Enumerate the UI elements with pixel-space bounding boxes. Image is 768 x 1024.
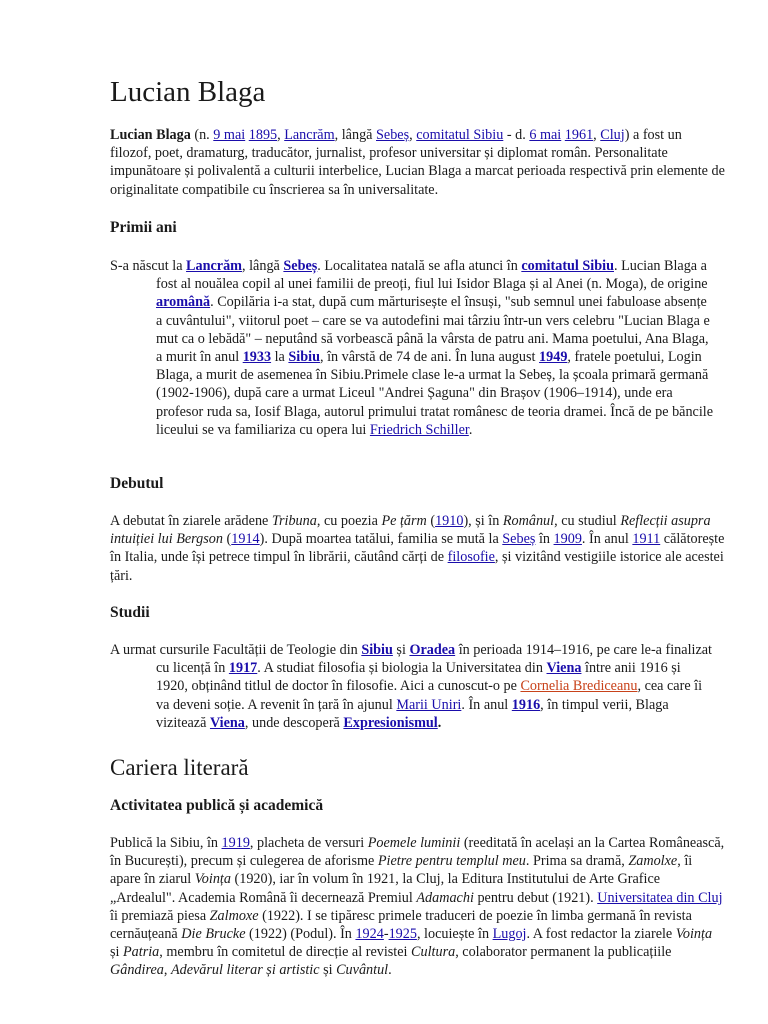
link-viena[interactable]: Viena — [209, 714, 245, 731]
link-comitatul-sibiu[interactable]: comitatul Sibiu — [521, 258, 614, 274]
link-1916[interactable]: 1916 — [511, 696, 541, 713]
link-cluj[interactable]: Cluj — [600, 127, 625, 143]
section-heading-studii: Studii — [110, 604, 150, 621]
link-aromana[interactable]: aromână — [156, 294, 211, 311]
link-1909[interactable]: 1909 — [553, 531, 582, 548]
link-death-day[interactable]: 6 mai — [529, 127, 562, 143]
link-sibiu[interactable]: Sibiu — [288, 349, 320, 366]
link-sibiu[interactable]: Sibiu — [361, 642, 393, 658]
link-lancram[interactable]: Lancrăm — [186, 258, 243, 274]
section-heading-activitatea: Activitatea publică și academică — [110, 797, 324, 814]
link-birth-day[interactable]: 9 mai — [213, 127, 246, 143]
section-heading-cariera-literara: Cariera literară — [110, 755, 249, 780]
section-heading-primii-ani: Primii ani — [110, 219, 177, 236]
link-filosofie[interactable]: filosofie — [447, 549, 495, 566]
link-1919[interactable]: 1919 — [221, 835, 250, 851]
link-1933[interactable]: 1933 — [242, 349, 272, 366]
link-comitatul-sibiu[interactable]: comitatul Sibiu — [416, 127, 504, 143]
link-1949[interactable]: 1949 — [539, 349, 568, 366]
section-heading-debutul: Debutul — [110, 475, 164, 492]
link-1925[interactable]: 1925 — [388, 926, 417, 943]
link-marii-uniri[interactable]: Marii Uniri — [396, 696, 462, 713]
link-lugoj[interactable]: Lugoj — [492, 926, 527, 943]
link-sebes[interactable]: Sebeș — [376, 127, 410, 143]
studii-paragraph: A urmat cursurile Facultății de Teologie din Sibiu și Oradea în perioada 1914–1916, pe care le-a finalizat cu licență în 1917. A studiat filosofia și biologia la Universitatea din Viena între anii 1916 și 1920, obținând titlul de doctor în filosofie. Aici a cunoscut-o pe Cornelia Brediceanu, cea care îi va deveni soție. A revenit în țară în ajunul Marii Uniri. În anul 1916, în timpul verii, Blaga vizitează Viena, unde descoperă Expresionismul. — [110, 642, 712, 731]
link-1914[interactable]: 1914 — [231, 531, 260, 548]
link-1911[interactable]: 1911 — [632, 531, 661, 548]
link-birth-year[interactable]: 1895 — [248, 127, 278, 143]
link-1917[interactable]: 1917 — [228, 660, 258, 677]
link-expresionismul[interactable]: Expresionismul — [343, 714, 438, 731]
link-viena[interactable]: Viena — [546, 660, 582, 677]
subject-name: Lucian Blaga — [110, 127, 191, 143]
link-oradea[interactable]: Oradea — [409, 642, 456, 658]
link-death-year[interactable]: 1961 — [564, 127, 594, 143]
primii-ani-paragraph: S-a născut la Lancrăm, lângă Sebeș. Localitatea natală se afla atunci în comitatul Sibiu. Lucian Blaga a fost al nouălea copil al unei familii de preoți, fiul lui Isidor Blaga și al Anei (n. Moga), de origine aromână. Copilăria i-a stat, după cum mărturisește el însuși, "sub semnul unei fabuloase absențe a cuvântului", viitorul poet – care se va autodefini mai târziu într-un vers celebru "Lucian Blaga e mut ca o lebădă" – neputând să vorbească până la vârsta de patru ani. Mama poetului, Ana Blaga, a murit în anul 1933 la Sibiu, în vârstă de 74 de ani. În luna august 1949, fratele poetului, Login Blaga, a murit de asemenea în Sibiu.Primele clase le-a urmat la Sebeș, la școala primară germană (1902-1906), după care a urmat Liceul "Andrei Șaguna" din Brașov (1906–1914), unde era profesor ruda sa, Iosif Blaga, autorul primului tratat românesc de teoria dramei. Încă de pe băncile liceului se va familiariza cu opera lui Friedrich Schiller. — [110, 258, 714, 438]
link-1924[interactable]: 1924 — [355, 926, 384, 943]
link-universitatea-din-cluj[interactable]: Universitatea din Cluj — [597, 889, 723, 906]
link-sebes[interactable]: Sebeș — [502, 531, 536, 548]
intro-paragraph: Lucian Blaga (n. 9 mai 1895, Lancrăm, lângă Sebeș, comitatul Sibiu - d. 6 mai 1961, Cluj) a fost un filozof, poet, dramaturg, traducător, jurnalist, profesor universitar și diplomat român. Personalitate impunătoare și polivalentă a culturii interbelice, Lucian Blaga a marcat perioada respectivă prin elemente de originalitate compatibile cu înscrierea sa în universalitate. — [110, 127, 725, 198]
debutul-paragraph: A debutat în ziarele arădene Tribuna, cu poezia Pe țărm (1910), și în Românul, cu studiul Reflecții asupra intuiției lui Bergson (1914). După moartea tatălui, familia se mută la Sebeș în 1909. În anul 1911 călătorește în Italia, unde își petrece timpul în librării, căutând cărți de filosofie, și vizitând vestigiile istorice ale acestei țări. — [110, 513, 725, 584]
page-title: Lucian Blaga — [110, 76, 266, 108]
activitatea-paragraph: Publică la Sibiu, în 1919, placheta de versuri Poemele luminii (reeditată în același an la Cartea Românească, în București), precum și culegerea de aforisme Pietre pentru templul meu. Prima sa dramă, Zamolxe, îi apare în ziarul Voința (1920), iar în volum în 1921, la Cluj, la Editura Institutului de Arte Grafice „Ardealul". Academia Română îi decernează Premiul Adamachi pentru debut (1921). Universitatea din Cluj îi premiază piesa Zalmoxe (1922). I se tipăresc primele traduceri de poezie în limba germană în revista cernăuțeană Die Brucke (1922) (Podul). În 1924-1925, locuiește în Lugoj. A fost redactor la ziarele Voința și Patria, membru în comitetul de direcție al revistei Cultura, colaborator permanent la publicațiile Gândirea, Adevărul literar și artistic și Cuvântul. — [110, 835, 725, 979]
link-sebes[interactable]: Sebeș — [283, 258, 318, 274]
link-friedrich-schiller[interactable]: Friedrich Schiller — [369, 421, 469, 438]
link-cornelia-brediceanu[interactable]: Cornelia Brediceanu — [520, 678, 638, 695]
link-1910[interactable]: 1910 — [435, 513, 464, 529]
link-lancram[interactable]: Lancrăm — [284, 127, 335, 143]
